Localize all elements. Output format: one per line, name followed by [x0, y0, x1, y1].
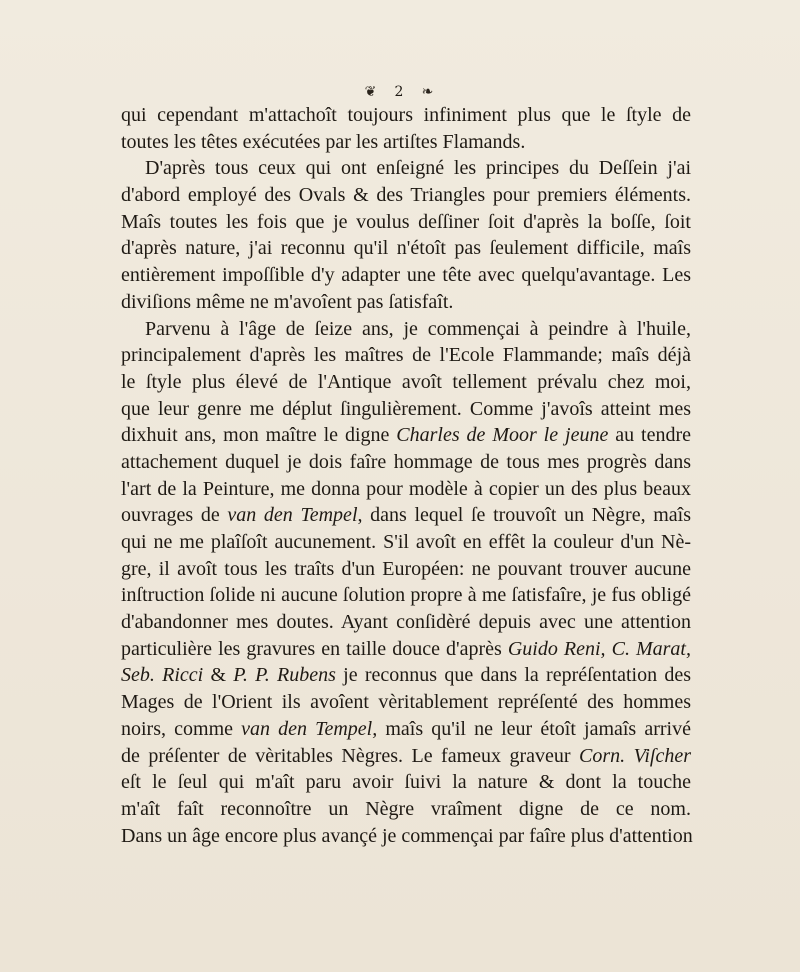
text-line	[121, 289, 691, 316]
text-run: qui cependant m'attachoît toujours infiniment plus que le ſtyle de	[121, 104, 691, 126]
text-line	[121, 422, 691, 449]
italic-name: P. P. Rubens	[233, 664, 336, 687]
page-header	[0, 84, 800, 100]
italic-name: Corn. Viſcher	[579, 744, 691, 767]
text-run: inſtruction ſolide ni aucune ſolution propre à me ſatisfaîre, je fus obligé	[121, 584, 691, 607]
text-run: qui ne me plaîſoît aucunement. S'il avoît en effêt la couleur d'un Nè-	[121, 531, 691, 553]
text-line	[121, 476, 691, 503]
text-run: maîs qu'il ne leur étoît jamaîs arrivé	[377, 717, 691, 740]
italic-name: Guido Reni, C. Marat,	[507, 637, 691, 660]
left-ornament-icon: ❦	[364, 84, 379, 100]
right-ornament-icon: ❧	[421, 84, 436, 100]
text-run: attachement duquel je dois faîre hommage de tous mes progrès dans	[121, 450, 691, 473]
text-line	[121, 235, 691, 262]
text-run: le ſtyle plus élevé de l'Antique avoît tellement prévalu chez moi,	[121, 370, 691, 393]
text-run: , dans lequel ſe trouvoît un Nègre, maîs	[357, 504, 692, 527]
text-line	[121, 823, 691, 850]
text-run: diviſions même ne m'avoîent pas ſatisfaît.	[121, 290, 454, 313]
text-line	[121, 609, 691, 636]
text-run: de préſenter de vèritables Nègres. Le fameux graveur	[121, 744, 580, 767]
text-line	[121, 529, 691, 556]
text-line	[121, 449, 691, 476]
text-run: d'abord employé des Ovals & des Triangles pour premiers éléments.	[121, 184, 691, 207]
text-run: d'abandonner mes doutes. Ayant conſidèré depuis avec une attention	[121, 611, 691, 634]
text-line	[121, 209, 691, 236]
text-line	[121, 743, 691, 770]
italic-name: van den Tempel,	[241, 717, 378, 740]
text-line	[121, 636, 691, 663]
text-line	[121, 689, 691, 716]
text-run: m'aît faît reconnoître un Nègre vraîment digne de ce nom.	[121, 797, 691, 820]
text-run: dixhuit ans, mon maître le digne	[121, 424, 397, 447]
text-run: particulière les gravures en taille douce d'après	[121, 637, 508, 660]
text-run: Dans un âge encore plus avançé je commençai par faîre plus d'attention	[121, 824, 693, 847]
text-run: D'après tous ceux qui ont enſeigné les principes du Deſſein j'ai	[145, 157, 691, 180]
page-number: 2	[394, 84, 406, 100]
text-run: que leur genre me déplut ſingulièrement. Comme j'avoîs atteint mes	[121, 397, 691, 420]
text-run: Mages de l'Orient ils avoîent vèritablement repréſenté des hommes	[121, 691, 691, 714]
text-run: &	[203, 664, 234, 687]
text-line	[121, 396, 691, 423]
text-line	[121, 502, 691, 529]
italic-name: van den Tempel	[227, 504, 358, 527]
text-run: gre, il avoît tous les traîts d'un Européen: ne pouvant trouver aucune	[121, 557, 691, 580]
text-line	[121, 556, 691, 583]
text-run: l'art de la Peinture, me donna pour modèle à copier un des plus beaux	[121, 477, 691, 500]
text-line	[121, 129, 691, 156]
italic-name: Seb. Ricci	[121, 664, 204, 687]
text-run: principalement d'après les maîtres de l'Ecole Flammande; maîs déjà	[121, 344, 691, 367]
text-line	[121, 262, 691, 289]
text-line	[121, 102, 691, 129]
text-run: entièrement impoſſible d'y adapter une tête avec quelqu'avantage. Les	[121, 264, 691, 287]
text-line	[121, 662, 691, 689]
text-line	[121, 369, 691, 396]
text-run: au tendre	[608, 424, 692, 447]
text-line	[121, 796, 691, 823]
body-text	[121, 102, 691, 849]
text-run: eſt le ſeul qui m'aît paru avoir ſuivi la nature & dont la touche	[121, 771, 691, 794]
text-line	[121, 716, 691, 743]
text-line	[121, 155, 691, 182]
text-run: Parvenu à l'âge de ſeize ans, je commençai à peindre à l'huile,	[145, 317, 691, 340]
text-run: toutes les têtes exécutées par les artiſtes Flamands.	[121, 130, 526, 153]
text-run: Maîs toutes les fois que je voulus deſſiner ſoit d'après la boſſe, ſoit	[121, 210, 691, 233]
text-run: ouvrages de	[121, 504, 228, 527]
text-run: je reconnus que dans la repréſentation des	[335, 664, 691, 687]
text-line	[121, 582, 691, 609]
text-line	[121, 342, 691, 369]
text-line	[121, 182, 691, 209]
text-run: d'après nature, j'ai reconnu qu'il n'étoît pas ſeulement difficile, maîs	[121, 237, 691, 260]
text-line	[121, 316, 691, 343]
text-run: noirs, comme	[121, 717, 242, 740]
text-line	[121, 769, 691, 796]
italic-name: Charles de Moor le jeune	[396, 424, 609, 447]
